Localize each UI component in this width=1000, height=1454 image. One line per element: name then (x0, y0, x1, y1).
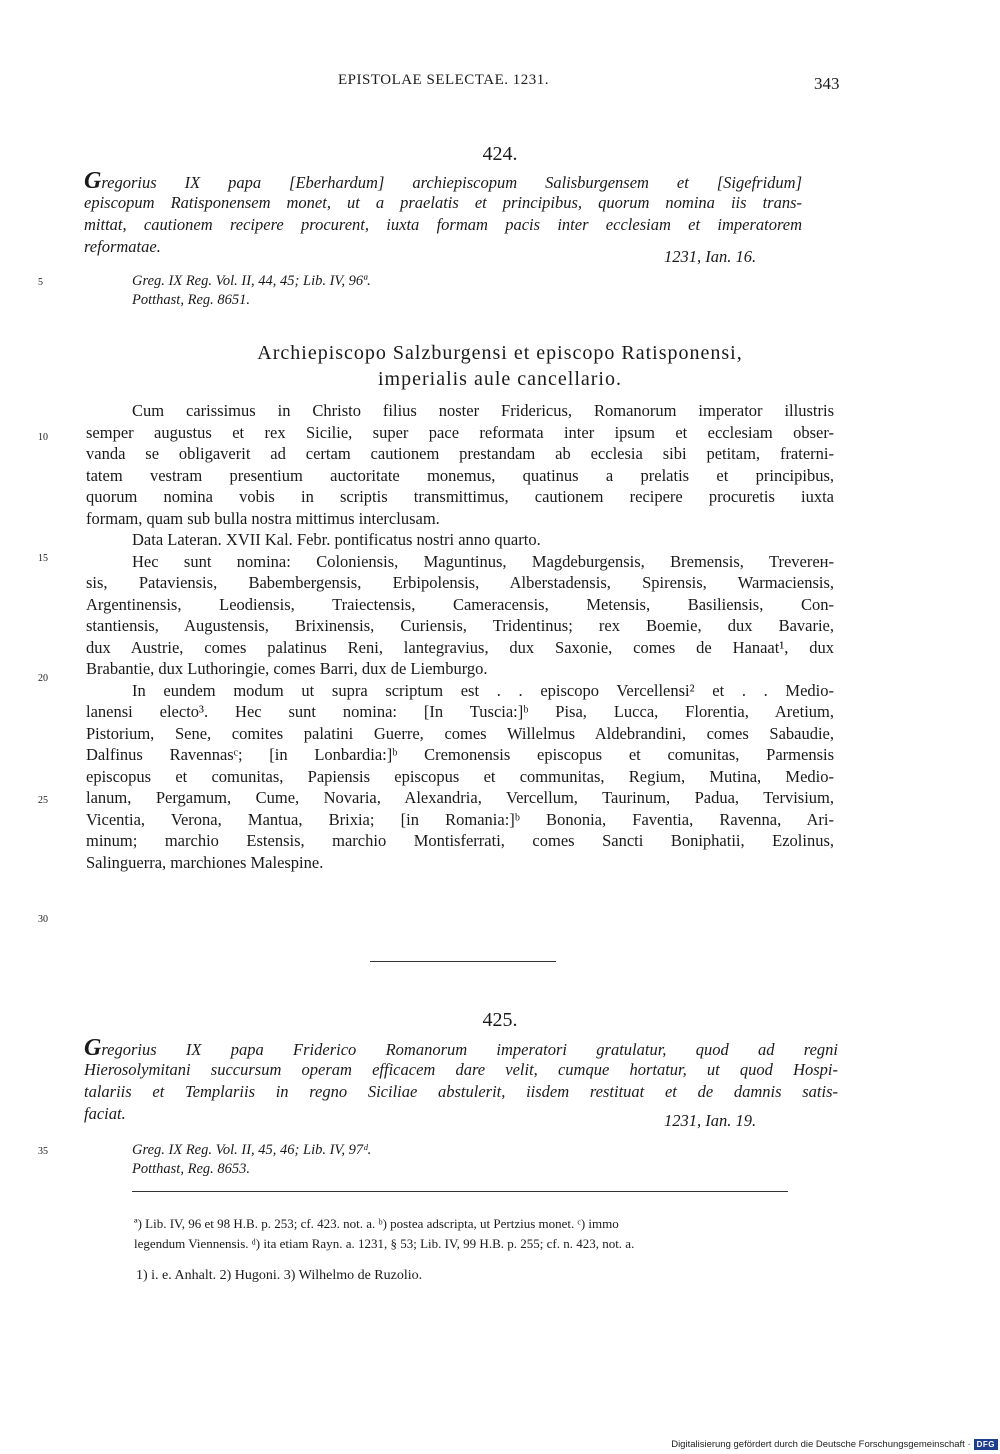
address-line: Archiepiscopo Salzburgensi et episcopo Ratisponensi, (257, 342, 743, 364)
text-line: lanensi electo³. Hec sunt nomina: [In Tuscia:]ᵇ Pisa, Lucca, Florentia, Aretium, (86, 702, 834, 721)
margin-line-number: 5 (38, 277, 43, 288)
text-line: Vicentia, Verona, Mantua, Brixia; [in Romania:]ᵇ Bononia, Faventia, Ravenna, Ari- (86, 809, 834, 829)
summary-line: Gregorius IX papa Friderico Romanorum imperatori gratulatur, quod ad regni (84, 1035, 838, 1061)
margin-line-number: 20 (38, 673, 48, 684)
letter-425-number: 425. (482, 1009, 518, 1031)
text-line: dux Austrie, comes palatinus Reni, lantegravius, dux Saxonie, comes de Hanaat¹, dux (86, 637, 834, 657)
source-line: Greg. IX Reg. Vol. II, 45, 46; Lib. IV, 97ᵈ. (132, 1142, 372, 1158)
apparatus-rule (132, 1191, 788, 1192)
drop-initial: G (84, 168, 102, 194)
section-divider (370, 961, 556, 962)
running-title: EPISTOLAE SELECTAE. 1231. (338, 72, 550, 88)
text-line: Pistorium, Sene, comites palatini Guerre, comes Willelmus Aldebrandini, comes Sabaudie, (86, 723, 834, 743)
letter-424-summary (84, 170, 802, 258)
text-line: sis, Pataviensis, Babembergensis, Erbipolensis, Alberstadensis, Spirensis, Warmaciensis, (86, 573, 834, 592)
source-line: Greg. IX Reg. Vol. II, 44, 45; Lib. IV, 96ª. (132, 273, 371, 289)
text-line: Data Lateran. XVII Kal. Febr. pontificatus nostri anno quarto. (132, 530, 541, 549)
letter-424-body (86, 400, 834, 873)
letter-424-date: 1231, Ian. 16. (664, 247, 757, 266)
apparatus-line: legendum Viennensis. ᵈ) ita etiam Rayn. a. 1231, § 53; Lib. IV, 99 H.B. p. 255; cf. n. 423, not. a. (134, 1236, 635, 1251)
summary-line: faciat. (84, 1104, 126, 1123)
text-line: formam, quam sub bulla nostra mittimus interclusam. (86, 508, 440, 528)
text-line: Cum carissimus in Christo filius noster Fridericus, Romanorum imperator illustris (132, 401, 834, 420)
summary-line: mittat, cautionem recipere procurent, iuxta formam pacis inter ecclesiam et imperatorem (84, 215, 802, 234)
text-line: Brabantie, dux Luthoringie, comes Barri, dux de Liemburgo. (86, 659, 488, 678)
summary-line: talariis et Templariis in regno Siciliae abstulerit, iisdem restituat et de damnis satis- (84, 1082, 838, 1101)
text-line: minum; marchio Estensis, marchio Montisferrati, comes Sancti Boniphatii, Ezolinus, (86, 831, 834, 850)
text-line: vanda se obligaverit ad certam cautionem prestandam ab ecclesia sibi petitam, fraterni- (86, 444, 834, 463)
margin-line-number: 15 (38, 553, 48, 564)
digitization-credit (671, 1439, 1000, 1454)
footnotes: 1) i. e. Anhalt. 2) Hugoni. 3) Wilhelmo de Ruzolio. (136, 1268, 423, 1283)
letter-424-sources (132, 272, 371, 310)
source-line: Potthast, Reg. 8651. (132, 292, 251, 308)
critical-apparatus (134, 1214, 834, 1254)
source-line: Potthast, Reg. 8653. (132, 1161, 251, 1177)
credit-text: Digitalisierung gefördert durch die Deutsche Forschungsgemeinschaft · (671, 1439, 971, 1450)
text-line: semper augustus et rex Sicilie, super pace reformata inter ipsum et ecclesiam obser- (86, 422, 834, 442)
text-line: In eundem modum ut supra scriptum est . . episcopo Vercellensi² et . . Medio- (132, 680, 834, 700)
summary-line: reformatae. (84, 237, 161, 256)
text-line: quorum nomina vobis in scriptis transmittimus, cautionem recipere procuretis iuxta (86, 487, 834, 506)
letter-424-number: 424. (482, 143, 518, 165)
text-line: lanum, Pergamum, Cume, Novaria, Alexandria, Vercellum, Taurinum, Padua, Tervisium, (86, 788, 834, 807)
drop-initial: G (84, 1035, 102, 1061)
text-line: stantiensis, Augustensis, Brixinensis, Curiensis, Tridentinus; rex Boemie, dux Bavarie, (86, 616, 834, 635)
summary-line: Gregorius IX papa [Eberhardum] archiepiscopum Salisburgensem et [Sigefridum] (84, 168, 802, 194)
margin-line-number: 35 (38, 1146, 48, 1157)
text-line: Argentinensis, Leodiensis, Traiectensis, Cameracensis, Metensis, Basiliensis, Con- (86, 594, 834, 614)
margin-line-number: 10 (38, 432, 48, 443)
summary-line: Hierosolymitani succursum operam efficacem dare velit, cumque hortatur, ut quod Hospi- (84, 1060, 838, 1079)
letter-424-address (0, 340, 1000, 392)
margin-line-number: 25 (38, 795, 48, 806)
text-line: Hec sunt nomina: Coloniensis, Maguntinus, Magdeburgensis, Bremensis, Treverен- (132, 551, 834, 571)
letter-425-date: 1231, Ian. 19. (664, 1111, 757, 1130)
text-line: tatem vestram presentium auctoritate monemus, quatinus a prelatis et principibus, (86, 465, 834, 485)
page-number: 343 (814, 74, 840, 93)
apparatus-line: ª) Lib. IV, 96 et 98 H.B. p. 253; cf. 423. not. a. ᵇ) postea adscripta, ut Pertzius monet. ᶜ) immo (134, 1216, 619, 1231)
text-line: episcopus et comunitas, Papiensis episcopus et communitas, Regium, Mutina, Medio- (86, 766, 834, 786)
letter-425-sources (132, 1141, 371, 1179)
summary-line: episcopum Ratisponensem monet, ut a praelatis et principibus, quorum nomina iis trans- (84, 193, 802, 212)
margin-line-number: 30 (38, 914, 48, 925)
text-line: Salinguerra, marchiones Malespine. (86, 852, 324, 872)
dfg-logo-icon: DFG (974, 1439, 998, 1450)
text-line: Dalfinus Ravennasᶜ; [in Lonbardia:]ᵇ Cremonensis episcopus et comunitas, Parmensis (86, 745, 834, 764)
address-line: imperialis aule cancellario. (377, 368, 622, 390)
